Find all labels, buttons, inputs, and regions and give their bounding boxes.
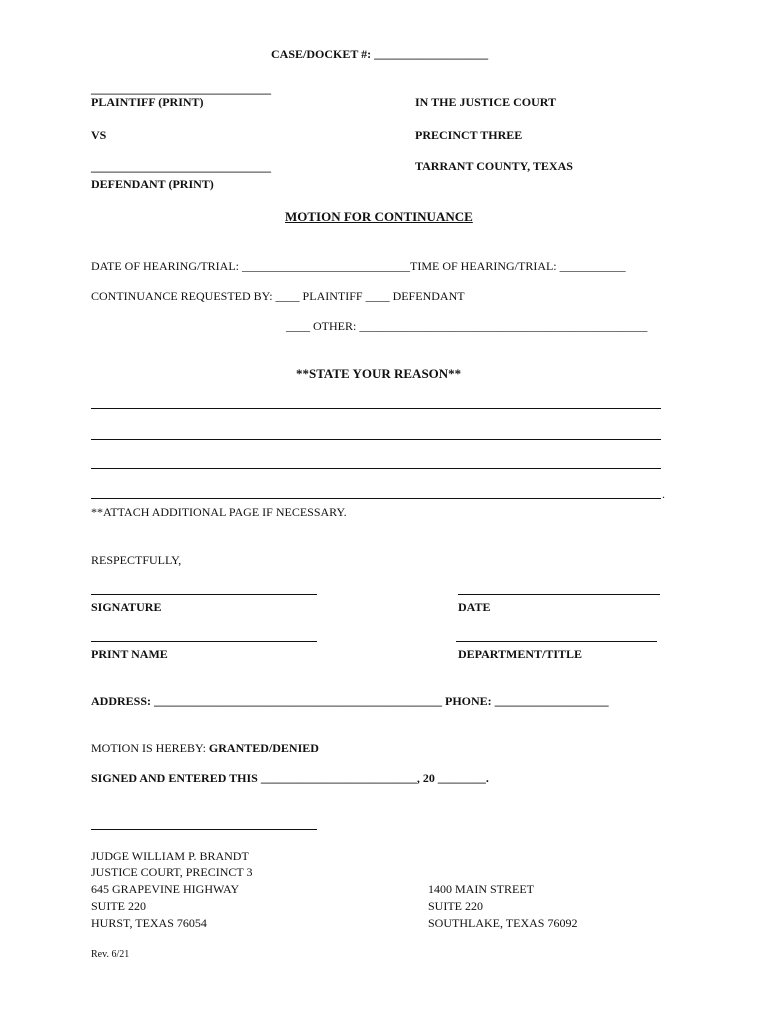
reason-line-4[interactable] — [91, 498, 661, 499]
reason-end-mark: . — [662, 487, 665, 501]
vs-label: VS — [91, 128, 107, 142]
reason-heading: **STATE YOUR REASON** — [296, 366, 462, 381]
judge-address-right-line-3: SOUTHLAKE, TEXAS 76092 — [428, 916, 578, 930]
requested-by-field[interactable]: CONTINUANCE REQUESTED BY: ____ PLAINTIFF ____ DEFENDANT — [91, 289, 465, 303]
date-line[interactable] — [458, 594, 660, 595]
signed-entered-field[interactable]: SIGNED AND ENTERED THIS __________________________, 20 ________. — [91, 771, 489, 785]
plaintiff-label: PLAINTIFF (PRINT) — [91, 95, 204, 109]
precinct-name: PRECINCT THREE — [415, 128, 523, 142]
address-phone-field[interactable]: ADDRESS: ________________________________________________ PHONE: ___________________ — [91, 694, 609, 708]
reason-line-2[interactable] — [91, 439, 661, 440]
judge-address-right-line-1: 1400 MAIN STREET — [428, 882, 534, 896]
defendant-label: DEFENDANT (PRINT) — [91, 177, 214, 191]
hearing-date-time-field[interactable]: DATE OF HEARING/TRIAL: ____________________________TIME OF HEARING/TRIAL: ___________ — [91, 259, 626, 273]
plaintiff-name-line[interactable]: ______________________________ — [91, 82, 271, 96]
motion-ruling — [91, 741, 319, 755]
attach-note: **ATTACH ADDITIONAL PAGE IF NECESSARY. — [91, 505, 347, 519]
judge-signature-line[interactable] — [91, 829, 317, 830]
case-docket-field[interactable]: CASE/DOCKET #: ___________________ — [271, 47, 489, 61]
county-name: TARRANT COUNTY, TEXAS — [415, 159, 573, 173]
judge-address-left-line-2: SUITE 220 — [91, 899, 146, 913]
signature-label: SIGNATURE — [91, 600, 162, 614]
requested-by-other-field[interactable]: ____ OTHER: ________________________________________________ — [286, 319, 648, 333]
judge-address-right-line-2: SUITE 220 — [428, 899, 483, 913]
motion-ruling-prefix: MOTION IS HEREBY: — [91, 741, 209, 755]
defendant-name-line[interactable]: ______________________________ — [91, 160, 271, 174]
signature-line[interactable] — [91, 594, 317, 595]
print-name-label: PRINT NAME — [91, 647, 168, 661]
judge-court: JUSTICE COURT, PRECINCT 3 — [91, 865, 253, 879]
court-name: IN THE JUSTICE COURT — [415, 95, 557, 109]
reason-line-3[interactable] — [91, 468, 661, 469]
date-label: DATE — [458, 600, 491, 614]
motion-ruling-options[interactable]: GRANTED/DENIED — [208, 741, 319, 755]
judge-address-left-line-3: HURST, TEXAS 76054 — [91, 916, 207, 930]
print-name-line[interactable] — [91, 641, 317, 642]
department-label: DEPARTMENT/TITLE — [458, 647, 583, 661]
form-title: MOTION FOR CONTINUANCE — [285, 209, 473, 224]
department-line[interactable] — [456, 641, 657, 642]
revision-label: Rev. 6/21 — [91, 949, 130, 960]
reason-line-1[interactable] — [91, 408, 661, 409]
judge-name: JUDGE WILLIAM P. BRANDT — [91, 849, 249, 863]
judge-address-left-line-1: 645 GRAPEVINE HIGHWAY — [91, 882, 240, 896]
respectfully-label: RESPECTFULLY, — [91, 553, 182, 567]
